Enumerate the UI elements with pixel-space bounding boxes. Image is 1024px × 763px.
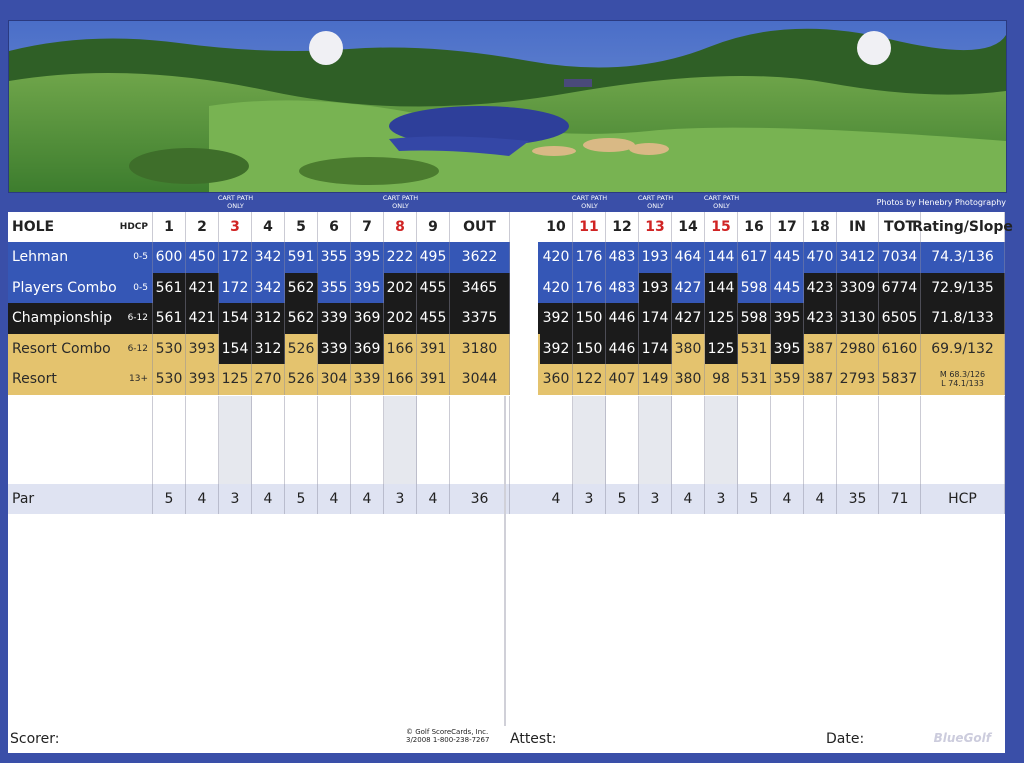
tee-value: 407 (606, 364, 639, 395)
blank-cell (738, 396, 771, 426)
tee-value: 6774 (879, 273, 921, 304)
tee-value: 176 (573, 242, 606, 273)
cart-path-only-3: CART PATH ONLY (217, 194, 254, 210)
blank-cell (606, 426, 639, 455)
blank-cell (186, 396, 219, 426)
header-15: 15 (705, 212, 738, 242)
tee-name-text: Players Combo (12, 279, 117, 296)
score-row-2 (8, 426, 1005, 456)
tee-value: 530 (153, 364, 186, 395)
tee-value: 530 (153, 334, 186, 365)
blank-cell (318, 396, 351, 426)
tee-value: 355 (318, 273, 351, 304)
tee-value: 446 (606, 303, 639, 334)
blank-cell (450, 455, 510, 484)
blank-cell (804, 396, 837, 426)
tee-value: 2980 (837, 334, 879, 365)
tee-value: 561 (153, 303, 186, 334)
tee-value: 600 (153, 242, 186, 273)
blank-cell (771, 426, 804, 455)
date-label: Date: (826, 731, 865, 747)
tee-hdcp: 0-5 (133, 252, 148, 263)
header-11: 11 (573, 212, 606, 242)
tee-name (8, 303, 153, 334)
tee-value: 387 (804, 334, 837, 365)
header-tot: TOT (879, 212, 921, 242)
blank-cell (252, 455, 285, 484)
header-9: 9 (417, 212, 450, 242)
tee-value: 380 (672, 334, 705, 365)
header-3: 3 (219, 212, 252, 242)
hole-label: HOLE (12, 219, 55, 235)
tee-value: 421 (186, 303, 219, 334)
blank-cell (606, 396, 639, 426)
blank-cell (639, 455, 672, 484)
tee-name (8, 242, 153, 273)
blank-cell (804, 426, 837, 455)
tee-value: 395 (771, 334, 804, 365)
tee-value: 3044 (450, 364, 510, 395)
header-16: 16 (738, 212, 771, 242)
tee-value: 355 (318, 242, 351, 273)
tee-value: 387 (804, 364, 837, 395)
blank-cell (153, 455, 186, 484)
tee-hdcp: 0-5 (133, 282, 148, 293)
tee-value: 222 (384, 242, 417, 273)
blank-cell (318, 426, 351, 455)
blank-cell (771, 455, 804, 484)
tee-value: 395 (771, 303, 804, 334)
tee-value: 3622 (450, 242, 510, 273)
par-value: 5 (738, 484, 771, 514)
tee-value: 427 (672, 303, 705, 334)
tee-value: 483 (606, 242, 639, 273)
par-value: 3 (219, 484, 252, 514)
blank-cell (450, 426, 510, 455)
par-value: 4 (540, 484, 573, 514)
blank-cell (351, 455, 384, 484)
photo-credit: Photos by Henebry Photography (876, 198, 1006, 207)
par-value: 5 (285, 484, 318, 514)
tee-value: 598 (738, 273, 771, 304)
tee-value: 395 (351, 242, 384, 273)
tee-value: 202 (384, 273, 417, 304)
header-13: 13 (639, 212, 672, 242)
tee-value: 174 (639, 303, 672, 334)
header-7: 7 (351, 212, 384, 242)
par-value: 4 (186, 484, 219, 514)
tee-name-text: Lehman (12, 249, 69, 266)
tee-row-resort (8, 364, 1005, 395)
blank-cell (771, 396, 804, 426)
tee-value: 3309 (837, 273, 879, 304)
course-photo (8, 20, 1007, 193)
tee-value: 591 (285, 242, 318, 273)
tee-value: 369 (351, 303, 384, 334)
tee-value: 154 (219, 334, 252, 365)
tee-value: 154 (219, 303, 252, 334)
blank-cell (738, 426, 771, 455)
tee-value: 304 (318, 364, 351, 395)
blank-cell (738, 455, 771, 484)
tee-value: 166 (384, 334, 417, 365)
tee-value: 526 (285, 364, 318, 395)
par-value: 4 (804, 484, 837, 514)
score-row-3 (8, 455, 1005, 485)
tee-value: 531 (738, 334, 771, 365)
header-row (8, 212, 1013, 242)
header-hole (8, 212, 153, 242)
blank-cell (672, 455, 705, 484)
par-value: 3 (705, 484, 738, 514)
tee-value: 359 (771, 364, 804, 395)
blank-cell (672, 396, 705, 426)
tee-value: 562 (285, 303, 318, 334)
blank-cell (186, 426, 219, 455)
scorer-label: Scorer: (10, 731, 60, 747)
blank-cell (879, 455, 921, 484)
par-value: 4 (417, 484, 450, 514)
par-row (8, 484, 1005, 514)
par-value: 5 (606, 484, 639, 514)
tee-name-text: Resort Combo (12, 340, 111, 357)
par-value: 35 (837, 484, 879, 514)
blank-cell (8, 396, 153, 426)
tee-value: 470 (804, 242, 837, 273)
tee-value: 72.9/135 (921, 273, 1005, 304)
hole-punch-left (309, 31, 343, 65)
tee-value: 5837 (879, 364, 921, 395)
tee-value: 3180 (450, 334, 510, 365)
blank-cell (252, 426, 285, 455)
tee-value: 2793 (837, 364, 879, 395)
blank-cell (8, 455, 153, 484)
blank-cell (879, 396, 921, 426)
blank-cell (450, 396, 510, 426)
tee-value: 392 (540, 303, 573, 334)
header-12: 12 (606, 212, 639, 242)
blank-cell (417, 455, 450, 484)
blank-cell (672, 426, 705, 455)
cart-path-only-13: CART PATH ONLY (637, 194, 674, 210)
blank-cell (384, 455, 417, 484)
tee-value: 69.9/132 (921, 334, 1005, 365)
tee-value: 71.8/133 (921, 303, 1005, 334)
blank-cell (705, 396, 738, 426)
tee-value: 450 (186, 242, 219, 273)
par-value: 3 (573, 484, 606, 514)
tee-value: 7034 (879, 242, 921, 273)
tee-value: 3375 (450, 303, 510, 334)
header-out: OUT (450, 212, 510, 242)
tee-value: 455 (417, 273, 450, 304)
blank-cell (252, 396, 285, 426)
tee-value: 391 (417, 334, 450, 365)
blank-cell (540, 455, 573, 484)
tee-value: 445 (771, 242, 804, 273)
tee-value: 395 (351, 273, 384, 304)
blank-cell (921, 396, 1005, 426)
center-fold (504, 396, 506, 726)
tee-value: 562 (285, 273, 318, 304)
tee-value: 369 (351, 334, 384, 365)
tee-name (8, 364, 153, 395)
tee-value: 166 (384, 364, 417, 395)
tee-value: 495 (417, 242, 450, 273)
tee-value: 526 (285, 334, 318, 365)
tee-value: 176 (573, 273, 606, 304)
blank-cell (8, 426, 153, 455)
attest-label: Attest: (510, 731, 557, 747)
par-value: 4 (771, 484, 804, 514)
header-rating-slope: Rating/Slope (921, 212, 1005, 242)
tee-value: 312 (252, 303, 285, 334)
blank-cell (837, 455, 879, 484)
par-value: 4 (672, 484, 705, 514)
blank-cell (219, 455, 252, 484)
blank-cell (285, 426, 318, 455)
tee-value: 202 (384, 303, 417, 334)
tee-value: 420 (540, 273, 573, 304)
blank-cell (921, 426, 1005, 455)
header-8: 8 (384, 212, 417, 242)
tee-value: 270 (252, 364, 285, 395)
blank-cell (540, 396, 573, 426)
tee-value: 427 (672, 273, 705, 304)
blank-cell (153, 396, 186, 426)
par-value: 4 (351, 484, 384, 514)
par-value: HCP (921, 484, 1005, 514)
tee-value: 3412 (837, 242, 879, 273)
watermark: BlueGolf (933, 731, 991, 745)
footer (8, 726, 1005, 753)
tee-hdcp: 13+ (129, 374, 148, 385)
copyright: © Golf ScoreCards, Inc. 3/2008 1-800-238-7267 (406, 728, 490, 744)
tee-value: 150 (573, 303, 606, 334)
header-4: 4 (252, 212, 285, 242)
blank-cell (921, 455, 1005, 484)
tee-value: 125 (705, 303, 738, 334)
tee-value: 421 (186, 273, 219, 304)
hdcp-label: HDCP (119, 222, 148, 232)
tee-value: 598 (738, 303, 771, 334)
header-17: 17 (771, 212, 804, 242)
tee-value: 423 (804, 303, 837, 334)
tee-value: 74.3/136 (921, 242, 1005, 273)
tee-hdcp: 6-12 (127, 313, 148, 324)
tee-name (8, 273, 153, 304)
tee-row-players-combo (8, 273, 1005, 304)
header-5: 5 (285, 212, 318, 242)
tee-value: 3465 (450, 273, 510, 304)
par-value: 4 (318, 484, 351, 514)
cart-path-only-15: CART PATH ONLY (703, 194, 740, 210)
blank-cell (219, 396, 252, 426)
header-14: 14 (672, 212, 705, 242)
tee-value: 150 (573, 334, 606, 365)
tee-value: 445 (771, 273, 804, 304)
cart-path-only-11: CART PATH ONLY (571, 194, 608, 210)
hole-punch-right (857, 31, 891, 65)
tee-row-lehman (8, 242, 1005, 273)
header-in: IN (837, 212, 879, 242)
par-value: 4 (252, 484, 285, 514)
header-10: 10 (540, 212, 573, 242)
initial-column (510, 212, 538, 398)
header-18: 18 (804, 212, 837, 242)
score-row-1 (8, 396, 1005, 427)
blank-cell (804, 455, 837, 484)
par-value: 71 (879, 484, 921, 514)
tee-value: 420 (540, 242, 573, 273)
blank-cell (639, 396, 672, 426)
tee-value: 125 (219, 364, 252, 395)
tee-value: 3130 (837, 303, 879, 334)
header-2: 2 (186, 212, 219, 242)
tee-value: 483 (606, 273, 639, 304)
par-value: 5 (153, 484, 186, 514)
blank-cell (540, 426, 573, 455)
blank-cell (417, 426, 450, 455)
tee-value: 172 (219, 242, 252, 273)
tee-value: 531 (738, 364, 771, 395)
blank-cell (285, 455, 318, 484)
tee-value: 98 (705, 364, 738, 395)
tee-value: 149 (639, 364, 672, 395)
header-6: 6 (318, 212, 351, 242)
tee-value: 339 (318, 334, 351, 365)
tee-name-text: Championship (12, 310, 113, 327)
tee-rating (921, 364, 1005, 395)
blank-cell (639, 426, 672, 455)
blank-cell (219, 426, 252, 455)
blank-cell (318, 455, 351, 484)
cart-path-only-8: CART PATH ONLY (382, 194, 419, 210)
tee-value: 617 (738, 242, 771, 273)
tee-value: 360 (540, 364, 573, 395)
blank-cell (879, 426, 921, 455)
tee-value: 144 (705, 242, 738, 273)
tee-row-championship (8, 303, 1005, 334)
tee-name (8, 334, 153, 365)
blank-cell (384, 396, 417, 426)
tee-value: 561 (153, 273, 186, 304)
tee-value: 391 (417, 364, 450, 395)
tee-value: 6160 (879, 334, 921, 365)
blank-cell (351, 426, 384, 455)
tee-value: 122 (573, 364, 606, 395)
rating-line: L 74.1/133 (941, 379, 984, 389)
tee-value: 174 (639, 334, 672, 365)
par-value: 3 (384, 484, 417, 514)
tee-value: 172 (219, 273, 252, 304)
blank-cell (573, 455, 606, 484)
score-grid (8, 212, 1013, 753)
tee-value: 380 (672, 364, 705, 395)
tee-value: 125 (705, 334, 738, 365)
blank-cell (153, 426, 186, 455)
rating-line: M 68.3/126 (939, 370, 986, 380)
par-value: 36 (450, 484, 510, 514)
tee-value: 464 (672, 242, 705, 273)
blank-cell (573, 396, 606, 426)
tee-value: 423 (804, 273, 837, 304)
header-1: 1 (153, 212, 186, 242)
blank-cell (417, 396, 450, 426)
blank-cell (186, 455, 219, 484)
tee-value: 342 (252, 242, 285, 273)
tee-value: 193 (639, 242, 672, 273)
tee-value: 339 (351, 364, 384, 395)
par-value: 3 (639, 484, 672, 514)
blank-cell (705, 455, 738, 484)
tee-value: 144 (705, 273, 738, 304)
par-label: Par (8, 484, 153, 514)
tee-value: 393 (186, 334, 219, 365)
tee-value: 455 (417, 303, 450, 334)
tee-hdcp: 6-12 (127, 343, 148, 354)
blank-cell (837, 426, 879, 455)
tee-value: 6505 (879, 303, 921, 334)
tee-name-text: Resort (12, 371, 57, 388)
blank-cell (705, 426, 738, 455)
tee-value: 392 (540, 334, 573, 365)
tee-value: 393 (186, 364, 219, 395)
blank-cell (837, 396, 879, 426)
blank-cell (606, 455, 639, 484)
tee-value: 342 (252, 273, 285, 304)
tee-value: 193 (639, 273, 672, 304)
blank-cell (285, 396, 318, 426)
blank-cell (351, 396, 384, 426)
tee-value: 339 (318, 303, 351, 334)
blank-cell (573, 426, 606, 455)
blank-cell (384, 426, 417, 455)
tee-value: 312 (252, 334, 285, 365)
tee-value: 446 (606, 334, 639, 365)
tee-row-resort-combo (8, 334, 1005, 365)
